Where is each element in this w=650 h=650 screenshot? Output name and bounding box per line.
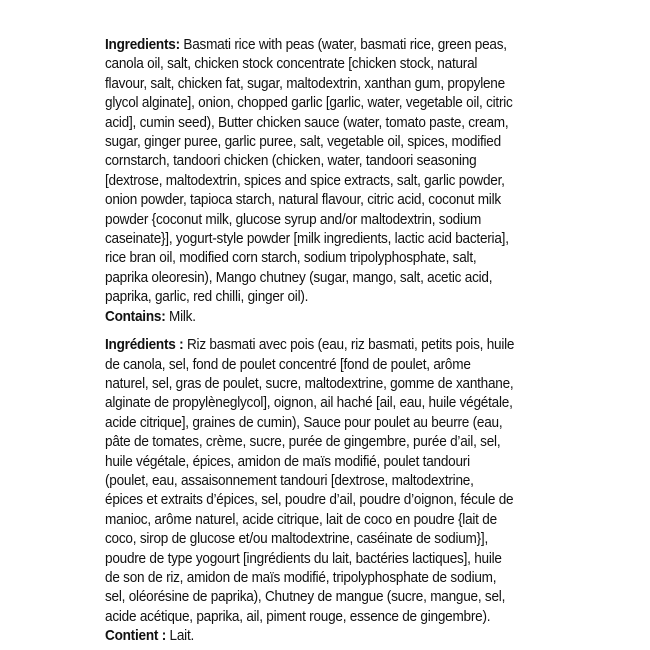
english-ingredients-heading: Ingredients:	[105, 37, 180, 53]
english-contains-paragraph	[105, 308, 514, 327]
french-ingredients-text: Riz basmati avec pois (eau, riz basmati, petits pois, huile de canola, sel, fond de poulet concentré [fond de poulet, arôme naturel, sel, gras de poulet, sucre, maltodextrine, gomme de xanthane, alginate de propylèneglycol], oignon, ail haché [ail, eau, huile végétale, acide citrique], graines de cumin), Sauce pour poulet au beurre (eau, pâte de tomates, crème, sucre, purée de gingembre, purée d’ail, sel, huile végétale, épices, amidon de maïs modifié, poulet tandouri (poulet, eau, assaisonnement tandouri [dextrose, maltodextrine, épices et extraits d’épices, sel, poudre d’ail, poudre d’oignon, fécule de manioc, arôme naturel, acide citrique, lait de coco en poudre {lait de coco, sirop de glucose et/ou maltodextrine, caséinate de sodium}], poudre de type yogourt [ingrédients du lait, bactéries lactiques], huile de son de riz, amidon de maïs modifié, tripolyphosphate de sodium, sel, oléorésine de paprika), Chutney de mangue (sucre, mangue, sel, acide acétique, paprika, ail, piment rouge, essence de gingembre).	[105, 337, 515, 625]
french-ingredients-heading: Ingrédients :	[105, 337, 184, 354]
english-ingredients-block	[105, 36, 514, 327]
english-contains-heading: Contains:	[105, 308, 166, 325]
french-ingredients-block	[105, 336, 514, 647]
english-contains-text: Milk.	[165, 308, 196, 325]
english-ingredients-text: Basmati rice with peas (water, basmati rice, green peas, canola oil, salt, chicken stock concentrate [chicken stock, natural flavour, salt, chicken fat, sugar, maltodextrin, xanthan gum, propylene glycol alginate], onion, chopped garlic [garlic, water, vegetable oil, citric acid], cumin seed), Butter chicken sauce (water, tomato paste, cream, sugar, ginger puree, garlic puree, salt, vegetable oil, spices, modified cornstarch, tandoori chicken (chicken, water, tandoori seasoning [dextrose, maltodextrin, spices and spice extracts, salt, garlic powder, onion powder, tapioca starch, natural flavour, citric acid, coconut milk powder {coconut milk, glucose syrup and/or maltodextrin, sodium caseinate}], yogurt-style powder [milk ingredients, lactic acid bacteria], rice bran oil, modified corn starch, sodium tripolyphosphate, salt, paprika oleoresin), Mango chutney (sugar, mango, salt, acetic acid, paprika, garlic, red chilli, ginger oil).	[105, 37, 513, 306]
french-contains-paragraph	[105, 627, 514, 646]
english-ingredients-paragraph	[105, 36, 514, 308]
french-contains-text: Lait.	[166, 628, 195, 645]
french-contains-heading: Contient :	[105, 628, 167, 645]
ingredients-panel	[105, 36, 514, 647]
french-ingredients-paragraph	[105, 336, 514, 627]
